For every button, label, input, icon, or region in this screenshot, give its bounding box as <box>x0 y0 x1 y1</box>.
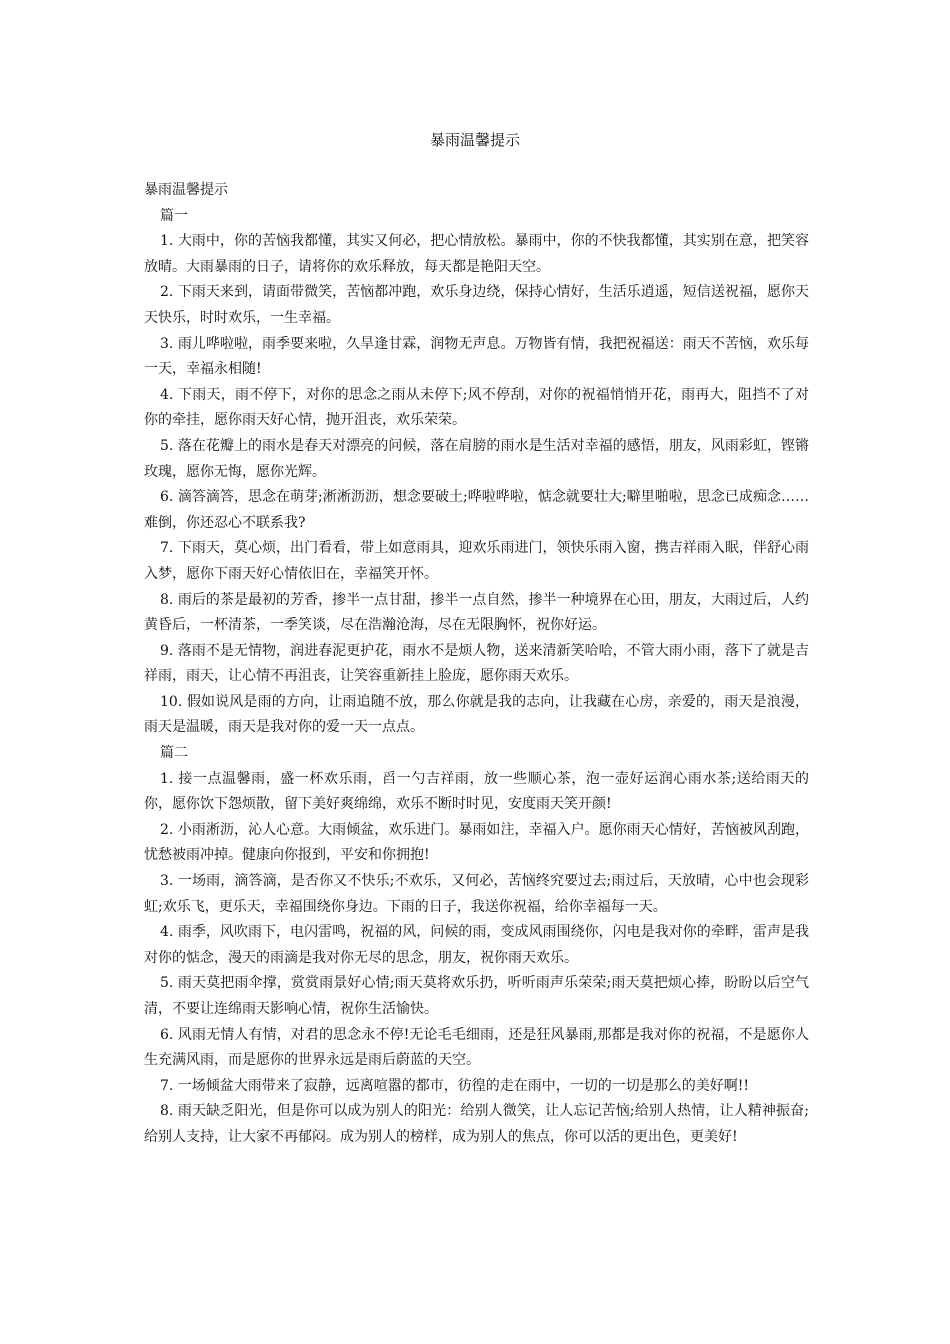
list-item: 3. 一场雨，滴答滴，是否你又不快乐;不欢乐，又何必，苦恼终究要过去;雨过后，天放晴，心中也会现彩虹;欢乐飞，更乐天，幸福围绕你身边。下雨的日子，我送你祝福，给你幸福每一天。 <box>144 873 809 915</box>
list-item: 9. 落雨不是无情物，润进春泥更护花，雨水不是烦人物，送来清新笑哈哈，不管大雨小雨，落下了就是吉祥雨，雨天，让心情不再沮丧，让笑容重新挂上脸庞，愿你雨天欢乐。 <box>144 642 809 685</box>
section-heading: 篇二 <box>160 745 188 762</box>
list-item: 8. 雨后的茶是最初的芳香，掺半一点甘甜，掺半一点自然，掺半一种境界在心田，朋友，大雨过后，人约黄昏后，一杯清茶，一季笑谈，尽在浩瀚沧海，尽在无限胸怀，祝你好运。 <box>144 591 809 634</box>
document-body <box>144 178 809 1151</box>
list-item: 1. 接一点温馨雨，盛一杯欢乐雨，舀一勺吉祥雨，放一些顺心茶，泡一壶好运润心雨水茶;送给雨天的你，愿你饮下怨烦散，留下美好爽绵绵，欢乐不断时时见，安度雨天笑开颜! <box>144 770 809 813</box>
list-item: 3. 雨儿哗啦啦，雨季要来啦，久旱逢甘霖，润物无声息。万物皆有情，我把祝福送：雨天不苦恼，欢乐每一天，幸福永相随! <box>144 335 809 378</box>
list-item: 7. 下雨天，莫心烦，出门看看，带上如意雨具，迎欢乐雨进门，领快乐雨入窗，携吉祥雨入眠，伴舒心雨入梦，愿你下雨天好心情依旧在，幸福笑开怀。 <box>144 540 809 582</box>
page-title: 暴雨温馨提示 <box>429 131 520 149</box>
list-item: 2. 小雨淅沥，沁人心意。大雨倾盆，欢乐进门。暴雨如注，幸福入户。愿你雨天心情好，苦恼被风刮跑，忧愁被雨冲掉。健康向你报到，平安和你拥抱! <box>144 821 809 864</box>
list-item: 6. 风雨无情人有情，对君的思念永不停!无论毛毛细雨，还是狂风暴雨,那都是我对你的祝福，不是愿你人生充满风雨，而是愿你的世界永远是雨后蔚蓝的天空。 <box>144 1026 809 1069</box>
list-item: 7. 一场倾盆大雨带来了寂静，远离喧嚣的都市，彷徨的走在雨中，一切的一切是那么的美好啊!! <box>160 1077 750 1094</box>
list-item: 8. 雨天缺乏阳光，但是你可以成为别人的阳光：给别人微笑，让人忘记苦恼;给别人热情，让人精神振奋;给别人支持，让大家不再郁闷。成为别人的榜样，成为别人的焦点，你可以活的更出色，更美好! <box>144 1103 809 1145</box>
list-item: 10. 假如说风是雨的方向，让雨追随不放，那么你就是我的志向，让我藏在心房，亲爱的，雨天是浪漫，雨天是温暖，雨天是我对你的爱一天一点点。 <box>144 693 809 736</box>
section-heading: 篇一 <box>160 207 188 224</box>
list-item: 6. 滴答滴答，思念在萌芽;淅淅沥沥，想念要破土;哗啦哗啦，惦念就要壮大;噼里啪啦，思念已成痴念……难倒，你还忍心不联系我? <box>144 489 809 531</box>
list-item: 4. 雨季，风吹雨下，电闪雷鸣，祝福的风，问候的雨，变成风雨围绕你，闪电是我对你的牵畔，雷声是我对你的惦念，漫天的雨滴是我对你无尽的思念，朋友，祝你雨天欢乐。 <box>144 924 809 966</box>
list-item: 1. 大雨中，你的苦恼我都懂，其实又何必，把心情放松。暴雨中，你的不快我都懂，其实别在意，把笑容放晴。大雨暴雨的日子，请将你的欢乐释放，每天都是艳阳天空。 <box>144 233 809 275</box>
list-item: 5. 雨天莫把雨伞撑，赏赏雨景好心情;雨天莫将欢乐扔，听听雨声乐荣荣;雨天莫把烦心捧，盼盼以后空气清，不要让连绵雨天影响心情，祝你生活愉快。 <box>144 975 809 1017</box>
list-item: 4. 下雨天，雨不停下，对你的思念之雨从未停下;风不停刮，对你的祝福悄悄开花，雨再大，阻挡不了对你的牵挂，愿你雨天好心情，抛开沮丧，欢乐荣荣。 <box>144 386 809 429</box>
document-subtitle: 暴雨温馨提示 <box>144 182 228 198</box>
list-item: 5. 落在花瓣上的雨水是春天对漂亮的问候，落在肩膀的雨水是生活对幸福的感悟，朋友，风雨彩虹，铿锵玫瑰，愿你无悔，愿你光辉。 <box>144 437 809 480</box>
list-item: 2. 下雨天来到，请面带微笑，苦恼都冲跑，欢乐身边绕，保持心情好，生活乐逍遥，短信送祝福，愿你天天快乐，时时欢乐，一生幸福。 <box>144 284 809 326</box>
